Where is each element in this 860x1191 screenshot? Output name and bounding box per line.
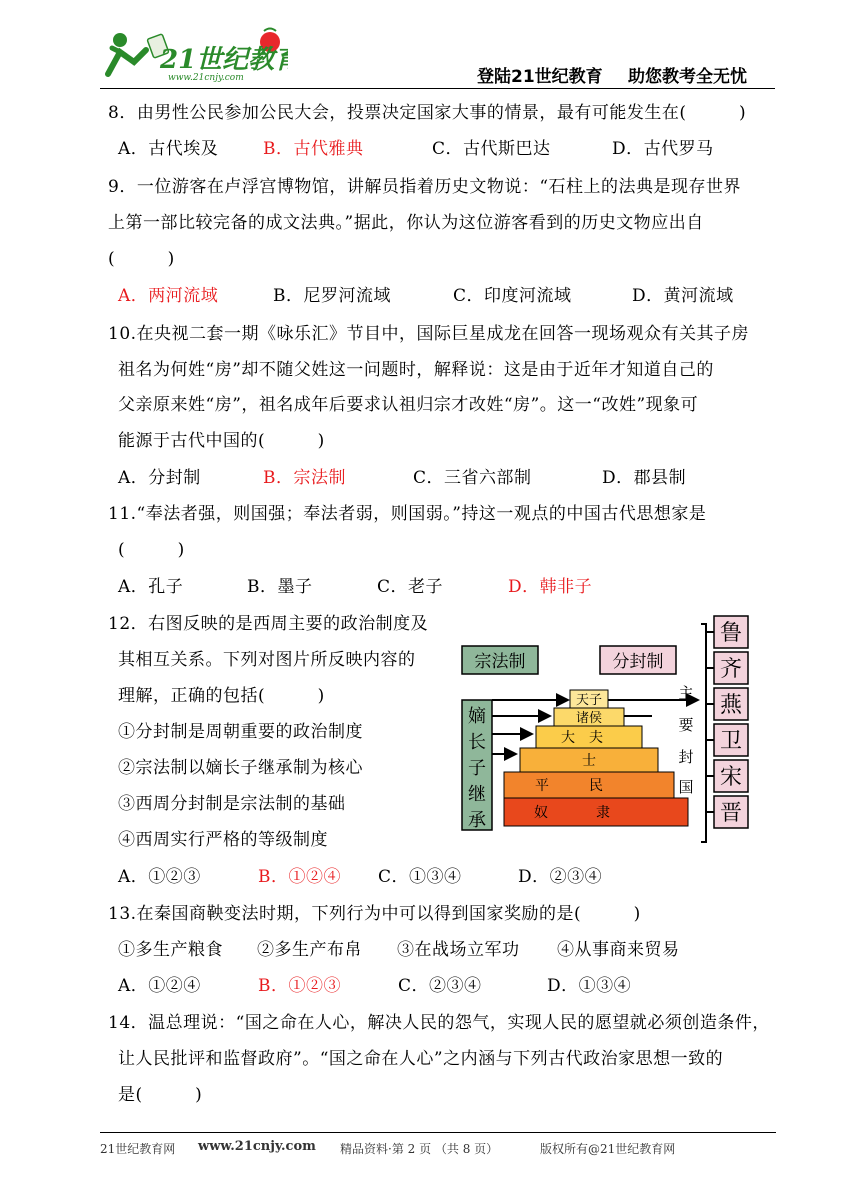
q12-figure [458, 612, 762, 852]
header-rule [100, 88, 775, 89]
state-boxes [714, 616, 748, 828]
q14-stem-line: 是( ) [118, 1085, 203, 1105]
q13-item: ①多生产粮食 [118, 940, 223, 960]
footer-rule [100, 1132, 776, 1133]
q12-stem-line: 理解，正确的包括( ) [118, 686, 325, 706]
q11-option-a: A．孔子 [118, 577, 184, 597]
state-label: 晋 [719, 801, 743, 826]
q13-option-b: B．①②③ [258, 976, 341, 996]
logo-runner-icon [98, 22, 288, 84]
q11-stem-line: 11.“奉法者强，则国强；奉法者弱，则国弱。”持这一观点的中国古代思想家是 [108, 504, 707, 524]
q8-option-d: D．古代罗马 [612, 139, 714, 159]
q9-option-d: D．黄河流域 [632, 286, 734, 306]
svg-text:承: 承 [468, 810, 486, 831]
svg-text:继: 继 [468, 784, 486, 805]
q13-option-d: D．①③④ [547, 976, 632, 996]
q13-stem: 13.在秦国商鞅变法时期，下列行为中可以得到国家奖励的是( ) [108, 904, 641, 924]
q12-stem-line: 12．右图反映的是西周主要的政治制度及 [108, 614, 429, 634]
q12-stem-line: 其相互关系。下列对图片所反映内容的 [118, 650, 416, 670]
pyramid-label: 大夫 [561, 730, 617, 746]
q12-option-d: D．②③④ [518, 867, 603, 887]
q8-option-c: C．古代斯巴达 [432, 139, 551, 159]
middle-column-text [678, 684, 693, 796]
state-label: 鲁 [719, 621, 743, 646]
q10-option-b: B．宗法制 [263, 468, 346, 488]
svg-text:主: 主 [678, 684, 694, 702]
q10-option-a: A．分封制 [118, 468, 201, 488]
pyramid-label: 士 [582, 753, 596, 769]
q13-item: ②多生产布帛 [257, 940, 362, 960]
svg-text:要: 要 [678, 716, 694, 734]
svg-text:21世纪教育: 21世纪教育 [160, 45, 288, 75]
q9-option-b: B．尼罗河流域 [273, 286, 391, 306]
q9-option-a: A．两河流域 [118, 286, 219, 306]
svg-text:长: 长 [468, 732, 486, 753]
site-logo [98, 22, 288, 84]
header-slogan-left: 登陆21世纪教育 [477, 67, 603, 87]
svg-text:国: 国 [678, 778, 694, 796]
footer-url[interactable]: www.21cnjy.com [198, 1139, 316, 1154]
q12-option-a: A．①②③ [118, 867, 201, 887]
q13-option-c: C．②③④ [398, 976, 482, 996]
svg-text:嫡: 嫡 [468, 706, 486, 727]
q10-option-c: C．三省六部制 [413, 468, 532, 488]
state-label: 齐 [719, 657, 743, 682]
q10-stem-line: 祖名为何姓“房”却不随父姓这一问题时，解释说：这是由于近年才知道自己的 [118, 360, 714, 380]
footer-site: 21世纪教育网 [100, 1142, 176, 1156]
q12-item: ④西周实行严格的等级制度 [118, 830, 328, 850]
q12-item: ②宗法制以嫡长子继承制为核心 [118, 758, 363, 778]
q10-stem-line: 10.在央视二套一期《咏乐汇》节目中，国际巨星成龙在回答一现场观众有关其子房 [108, 324, 750, 344]
q12-item: ③西周分封制是宗法制的基础 [118, 794, 346, 814]
q12-option-c: C．①③④ [378, 867, 462, 887]
q9-option-c: C．印度河流域 [453, 286, 572, 306]
q9-stem-line: 上第一部比较完备的成文法典。”据此，你认为这位游客看到的历史文物应出自 [108, 213, 704, 233]
q9-stem-line: ( ) [108, 249, 175, 269]
svg-text:封: 封 [678, 748, 694, 766]
q11-option-b: B．墨子 [247, 577, 313, 597]
q14-stem-line: 14．温总理说：“国之命在人心，解决人民的怨气，实现人民的愿望就必须创造条件， [108, 1013, 770, 1033]
state-label: 燕 [719, 693, 743, 718]
zongfa-label: 宗法制 [474, 652, 526, 672]
pyramid-label: 天子 [575, 693, 603, 708]
q13-item: ④从事商来贸易 [557, 940, 680, 960]
footer-copyright: 版权所有@21世纪教育网 [540, 1142, 676, 1156]
fenfeng-label: 分封制 [612, 652, 664, 672]
state-label: 宋 [719, 765, 743, 790]
svg-text:子: 子 [468, 758, 486, 779]
q11-stem-line: ( ) [118, 540, 185, 560]
q11-option-c: C．老子 [377, 577, 444, 597]
svg-text:www.21cnjy.com: www.21cnjy.com [168, 73, 244, 83]
header-slogan-right: 助您教考全无忧 [628, 67, 747, 87]
q13-item: ③在战场立军功 [397, 940, 520, 960]
q8-option-a: A．古代埃及 [118, 139, 219, 159]
q10-stem-line: 能源于古代中国的( ) [118, 431, 325, 451]
q12-option-b: B．①②④ [258, 867, 341, 887]
footer-page-info: 精品资料·第 2 页 （共 8 页） [340, 1142, 499, 1156]
q13-option-a: A．①②④ [118, 976, 201, 996]
q9-stem-line: 9．一位游客在卢浮宫博物馆，讲解员指着历史文物说：“石柱上的法典是现存世界 [108, 177, 742, 197]
q8-stem: 8．由男性公民参加公民大会，投票决定国家大事的情景，最有可能发生在( ) [108, 103, 747, 123]
pyramid-label: 奴隶 [534, 805, 658, 821]
q10-option-d: D．郡县制 [602, 468, 687, 488]
state-label: 卫 [719, 729, 743, 754]
q14-stem-line: 让人民批评和监督政府”。“国之命在人心”之内涵与下列古代政治家思想一致的 [118, 1049, 724, 1069]
pyramid-label: 诸侯 [575, 711, 603, 726]
q10-stem-line: 父亲原来姓“房”，祖名成年后要求认祖归宗才改姓“房”。这一“改姓”现象可 [118, 395, 699, 415]
q8-option-b: B．古代雅典 [263, 139, 364, 159]
q12-item: ①分封制是周朝重要的政治制度 [118, 722, 363, 742]
q11-option-d: D．韩非子 [508, 577, 593, 597]
left-column-text [468, 706, 486, 831]
pyramid-label: 平民 [535, 778, 643, 794]
